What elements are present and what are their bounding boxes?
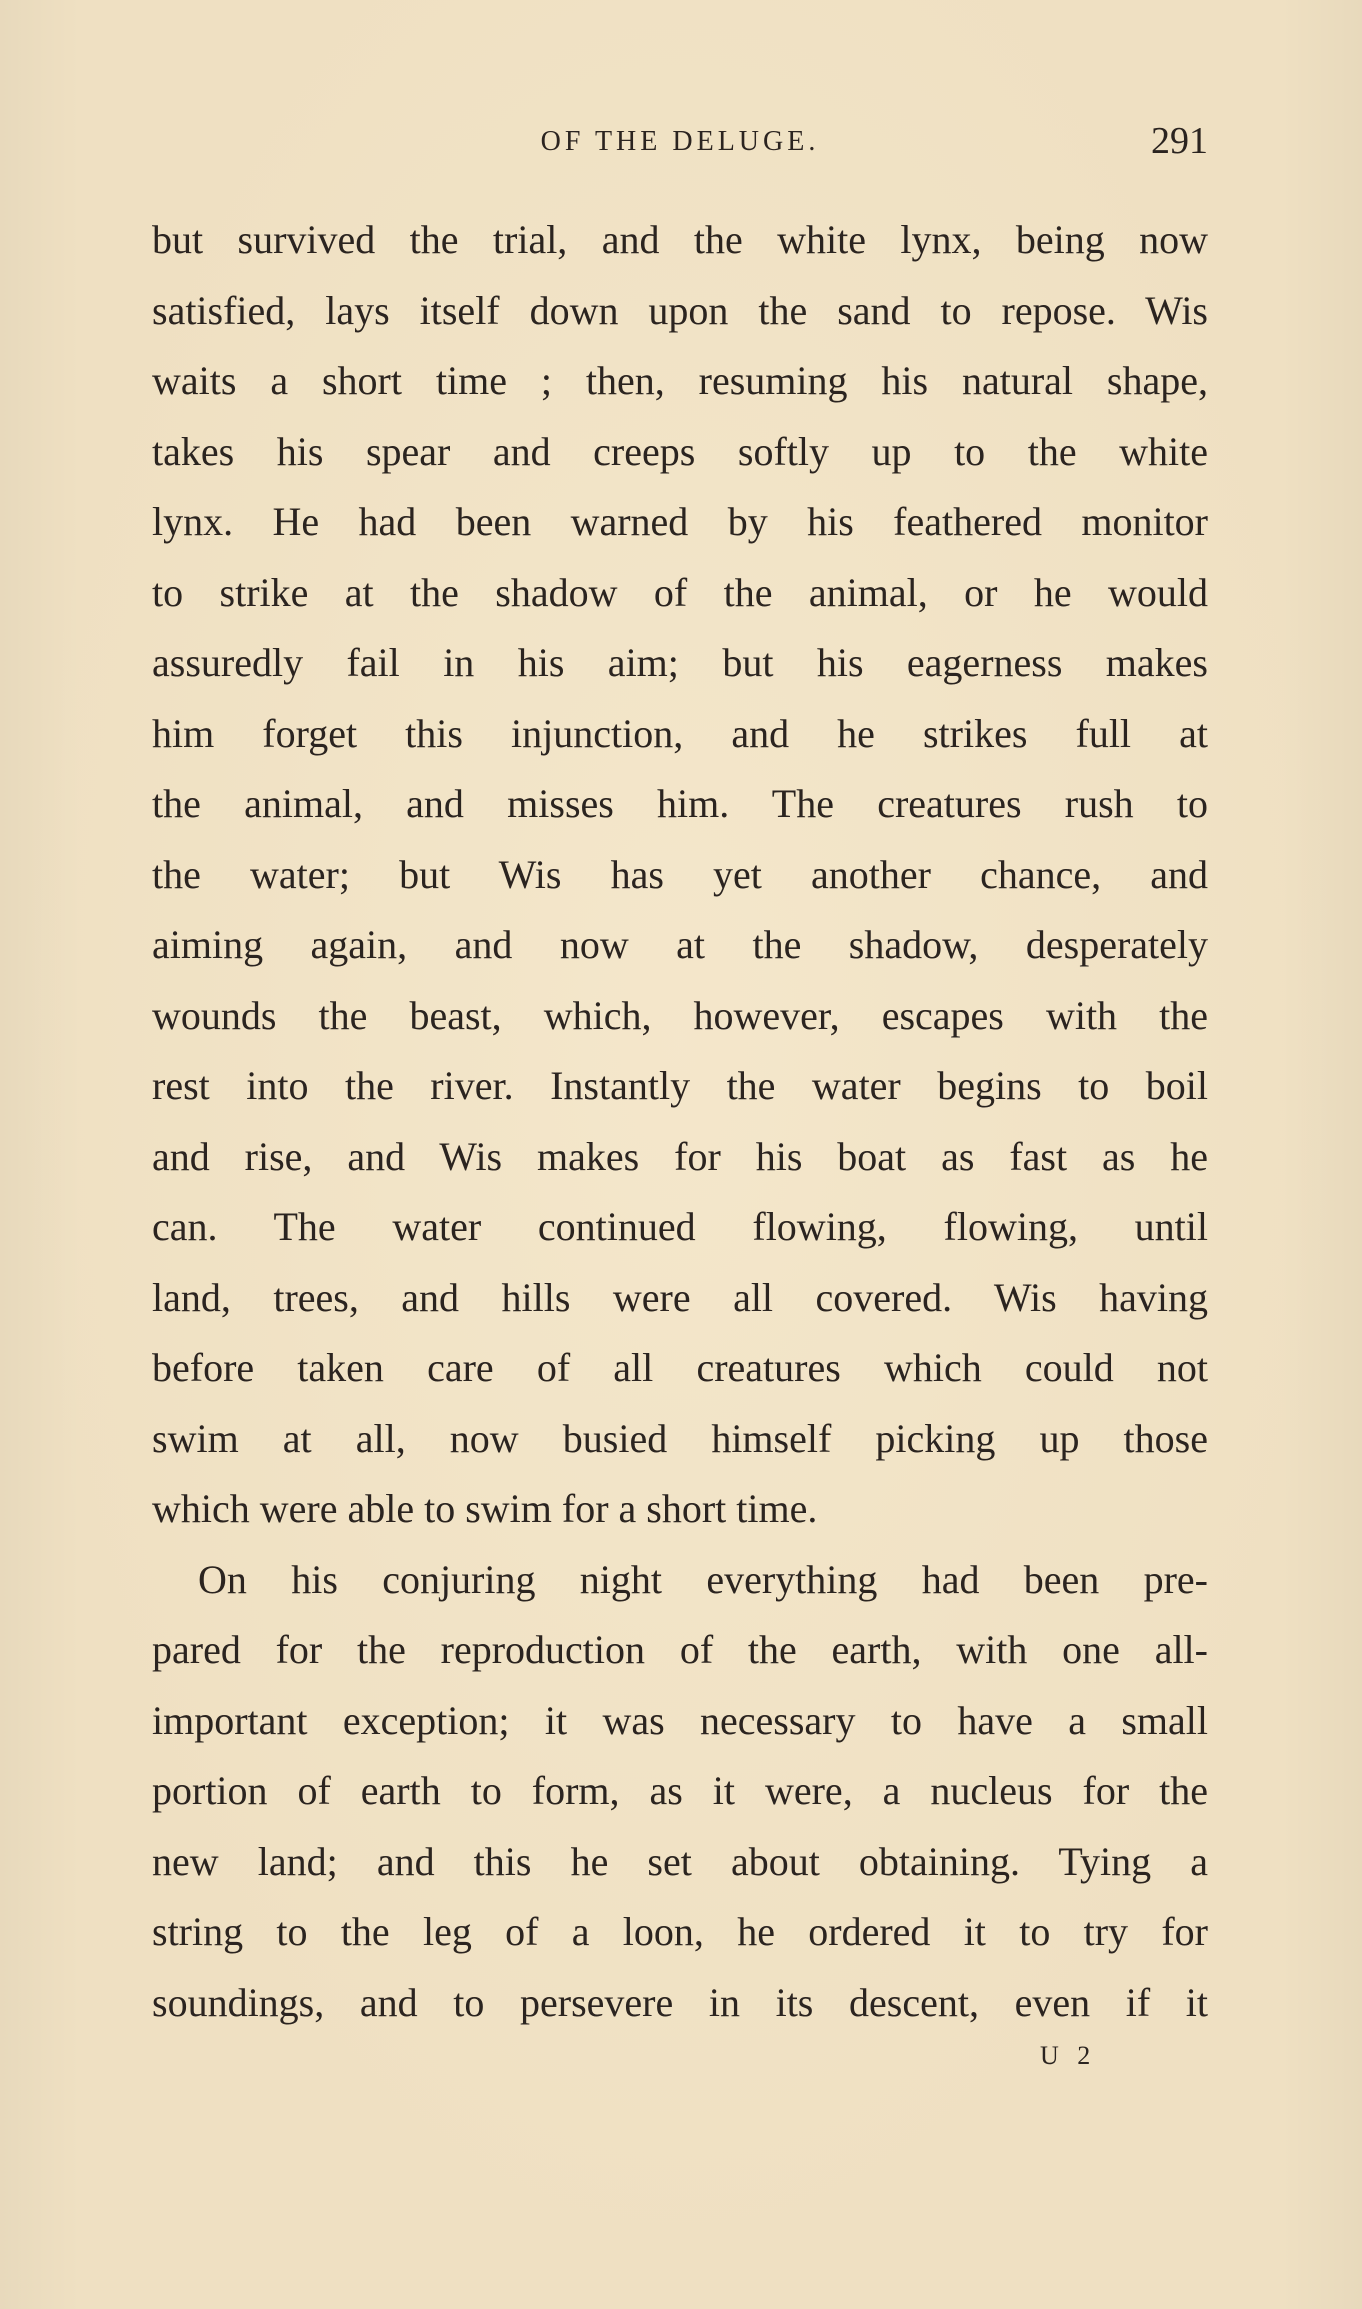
running-head [152,120,1208,164]
text-line: portion of earth to form, as it were, a nucleus for the [152,1768,1208,1813]
text-line: to strike at the shadow of the animal, or he would [152,569,1208,615]
running-title: OF THE DELUGE. [540,126,820,157]
text-line: lynx. He had been warned by his feathered monitor [152,499,1208,544]
text-line: can. The water continued flowing, flowing, until [152,1204,1208,1249]
text-line: but survived the trial, and the white lynx, being now [152,217,1208,262]
text-line: important exception; it was necessary to have a small [152,1697,1208,1743]
text-line: the animal, and misses him. The creatures rush to [152,781,1208,826]
text-line: satisfied, lays itself down upon the sand to repose. Wis [152,287,1208,333]
text-line: land, trees, and hills were all covered. Wis having [152,1274,1208,1320]
signature-mark: U 2 [1040,2041,1097,2070]
text-line: assuredly fail in his aim; but his eagerness makes [152,640,1208,685]
text-line: before taken care of all creatures which could not [152,1345,1208,1390]
text-line: rest into the river. Instantly the water begins to boil [152,1063,1208,1108]
text-line: takes his spear and creeps softly up to the white [152,428,1208,474]
text-line: waits a short time ; then, resuming his natural shape, [152,358,1208,403]
paragraph-start-line: On his conjuring night everything had been pre- [198,1556,1208,1602]
text-line: new land; and this he set about obtaining. Tying a [152,1838,1208,1884]
text-line: and rise, and Wis makes for his boat as fast as he [152,1133,1208,1179]
text-line: wounds the beast, which, however, escapes with the [152,992,1208,1038]
paragraph-end-line: which were able to swim for a short time. [152,1486,818,1531]
text-line: the water; but Wis has yet another chance, and [152,851,1208,897]
page-number: 291 [1151,120,1208,162]
text-line: aiming again, and now at the shadow, desperately [152,922,1208,967]
text-line: him forget this injunction, and he strikes full at [152,710,1208,756]
body-text [152,205,1208,2038]
text-line: pared for the reproduction of the earth, with one all- [152,1627,1208,1672]
text-line: string to the leg of a loon, he ordered it to try for [152,1909,1208,1954]
text-line: swim at all, now busied himself picking up those [152,1415,1208,1461]
text-line: soundings, and to persevere in its descent, even if it [152,1979,1208,2025]
